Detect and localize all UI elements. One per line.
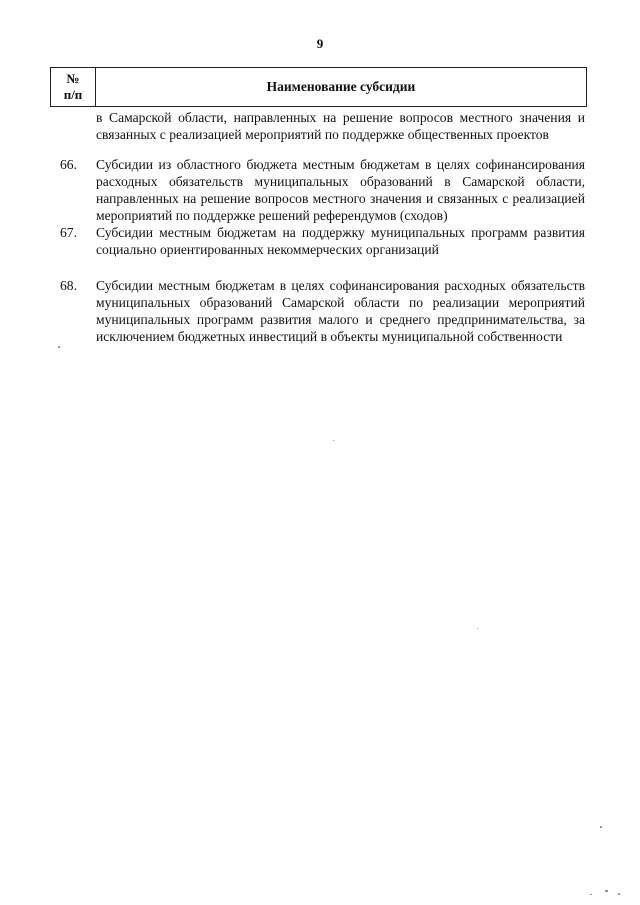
table-row [52,109,585,143]
scan-speck [590,894,592,895]
row-text: в Самарской области, направленных на решение вопросов местного значения и связанных с реализацией мероприятий по поддержке общественных проектов [96,110,585,142]
scan-speck [58,346,60,348]
scan-speck [618,893,620,895]
table-row [52,156,585,224]
scan-speck [333,440,334,441]
column-header-number-line1: № [66,71,80,86]
row-text: Субсидии местным бюджетам на поддержку муниципальных программ развития социально ориентированных некоммерческих организаций [96,225,585,257]
scan-speck [477,628,478,629]
row-text: Субсидии из областного бюджета местным бюджетам в целях софинансирования расходных обязательств муниципальных образований в Самарской области, направленных на решение вопросов местного значения и связанных с реализацией мероприятий по поддержке решений референдумов (сходов) [96,157,585,223]
table-row [52,224,585,258]
row-text: Субсидии местным бюджетам в целях софинансирования расходных обязательств муниципальных образований Самарской области по реализации мероприятий муниципальных программ развития малого и среднего предпринимательства, за исключением бюджетных инвестиций в объекты муниципальной собственности [96,278,585,344]
table-header [50,67,587,107]
scan-speck [605,890,608,892]
row-number: 66. [60,157,77,172]
scan-speck [600,826,602,828]
row-number: 68. [60,278,77,293]
page-number: 9 [316,36,324,51]
table-row [52,277,585,345]
table-body [52,109,585,345]
column-header-name: Наименование субсидии [266,79,416,94]
row-number: 67. [60,225,77,240]
column-header-number [51,68,96,106]
column-header-number-line2: п/п [63,87,83,102]
